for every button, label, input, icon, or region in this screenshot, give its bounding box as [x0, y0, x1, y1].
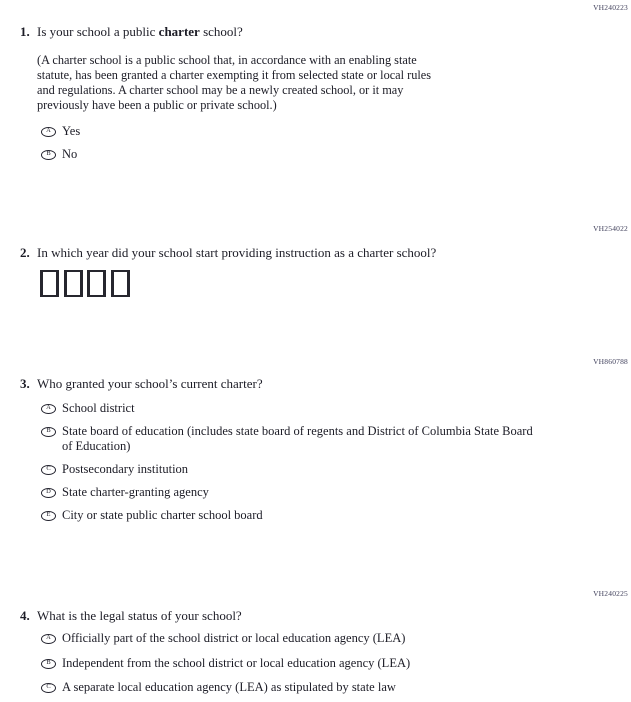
bubble-letter: A	[46, 634, 51, 642]
option-label: Independent from the school district or local education agency (LEA)	[62, 656, 411, 670]
option-label: Postsecondary institution	[62, 462, 189, 476]
option-label: Officially part of the school district or local education agency (LEA)	[62, 631, 406, 645]
charter-bold-word: charter	[158, 24, 200, 39]
form-item-code-2: VH254022	[593, 224, 628, 233]
option-lea-separate[interactable]	[41, 680, 396, 695]
option-school-district[interactable]	[41, 401, 135, 416]
option-lea-part[interactable]	[41, 631, 405, 646]
bubble-letter: D	[46, 488, 51, 496]
option-no[interactable]	[41, 147, 77, 162]
option-label: School district	[62, 401, 135, 415]
bubble-letter: A	[46, 127, 51, 135]
bubble-c-icon[interactable]	[41, 683, 56, 693]
option-lea-independent[interactable]	[41, 656, 410, 671]
option-label: Yes	[62, 124, 81, 138]
form-item-code-3: VH860788	[593, 357, 628, 366]
bubble-letter: E	[46, 511, 51, 519]
bubble-letter: C	[46, 465, 51, 473]
year-digit-box-3[interactable]	[87, 270, 106, 297]
question-number: 2.	[20, 245, 30, 260]
bubble-letter: A	[46, 404, 51, 412]
option-label: No	[62, 147, 78, 161]
option-postsecondary[interactable]	[41, 462, 188, 477]
option-yes[interactable]	[41, 124, 80, 139]
bubble-a-icon[interactable]	[41, 127, 56, 137]
question-3-heading	[20, 376, 263, 392]
question-number: 4.	[20, 608, 30, 623]
question-1-title: Is your school a public charter school?	[37, 24, 243, 39]
option-label: State charter-granting agency	[62, 485, 209, 499]
option-state-board[interactable]	[41, 424, 533, 454]
year-input[interactable]	[40, 270, 130, 297]
year-digit-box-4[interactable]	[111, 270, 130, 297]
question-number: 1.	[20, 24, 30, 39]
bubble-e-icon[interactable]	[41, 511, 56, 521]
form-item-code-1: VH240223	[593, 3, 628, 12]
option-city-state-board[interactable]	[41, 508, 263, 523]
option-label: A separate local education agency (LEA) as stipulated by state law	[62, 680, 396, 694]
option-label: City or state public charter school board	[62, 508, 263, 522]
year-digit-box-2[interactable]	[64, 270, 83, 297]
question-1-heading	[20, 24, 243, 40]
option-charter-agency[interactable]	[41, 485, 209, 500]
bubble-b-icon[interactable]	[41, 150, 56, 160]
charter-definition-note: (A charter school is a public school that, in accordance with an enabling state statute, has been granted a charter exempting it from selected state or local rules and regulations. A charter school may be a newly created school, or it may previously have been a public or private school.)	[37, 53, 432, 112]
form-item-code-4: VH240225	[593, 589, 628, 598]
bubble-letter: B	[46, 427, 51, 435]
bubble-b-icon[interactable]	[41, 427, 56, 437]
question-4-heading	[20, 608, 242, 624]
bubble-letter: B	[46, 150, 51, 158]
bubble-b-icon[interactable]	[41, 659, 56, 669]
bubble-a-icon[interactable]	[41, 404, 56, 414]
bubble-letter: B	[46, 659, 51, 667]
year-digit-box-1[interactable]	[40, 270, 59, 297]
option-label: State board of education (includes state board of regents and District of Columbia State Board of Education)	[62, 424, 533, 453]
bubble-c-icon[interactable]	[41, 465, 56, 475]
bubble-letter: C	[46, 683, 51, 691]
bubble-a-icon[interactable]	[41, 634, 56, 644]
question-number: 3.	[20, 376, 30, 391]
question-2-title: In which year did your school start providing instruction as a charter school?	[37, 245, 437, 260]
question-3-title: Who granted your school’s current charter?	[37, 376, 263, 391]
question-4-title: What is the legal status of your school?	[37, 608, 242, 623]
question-2-heading	[20, 245, 436, 261]
bubble-d-icon[interactable]	[41, 488, 56, 498]
